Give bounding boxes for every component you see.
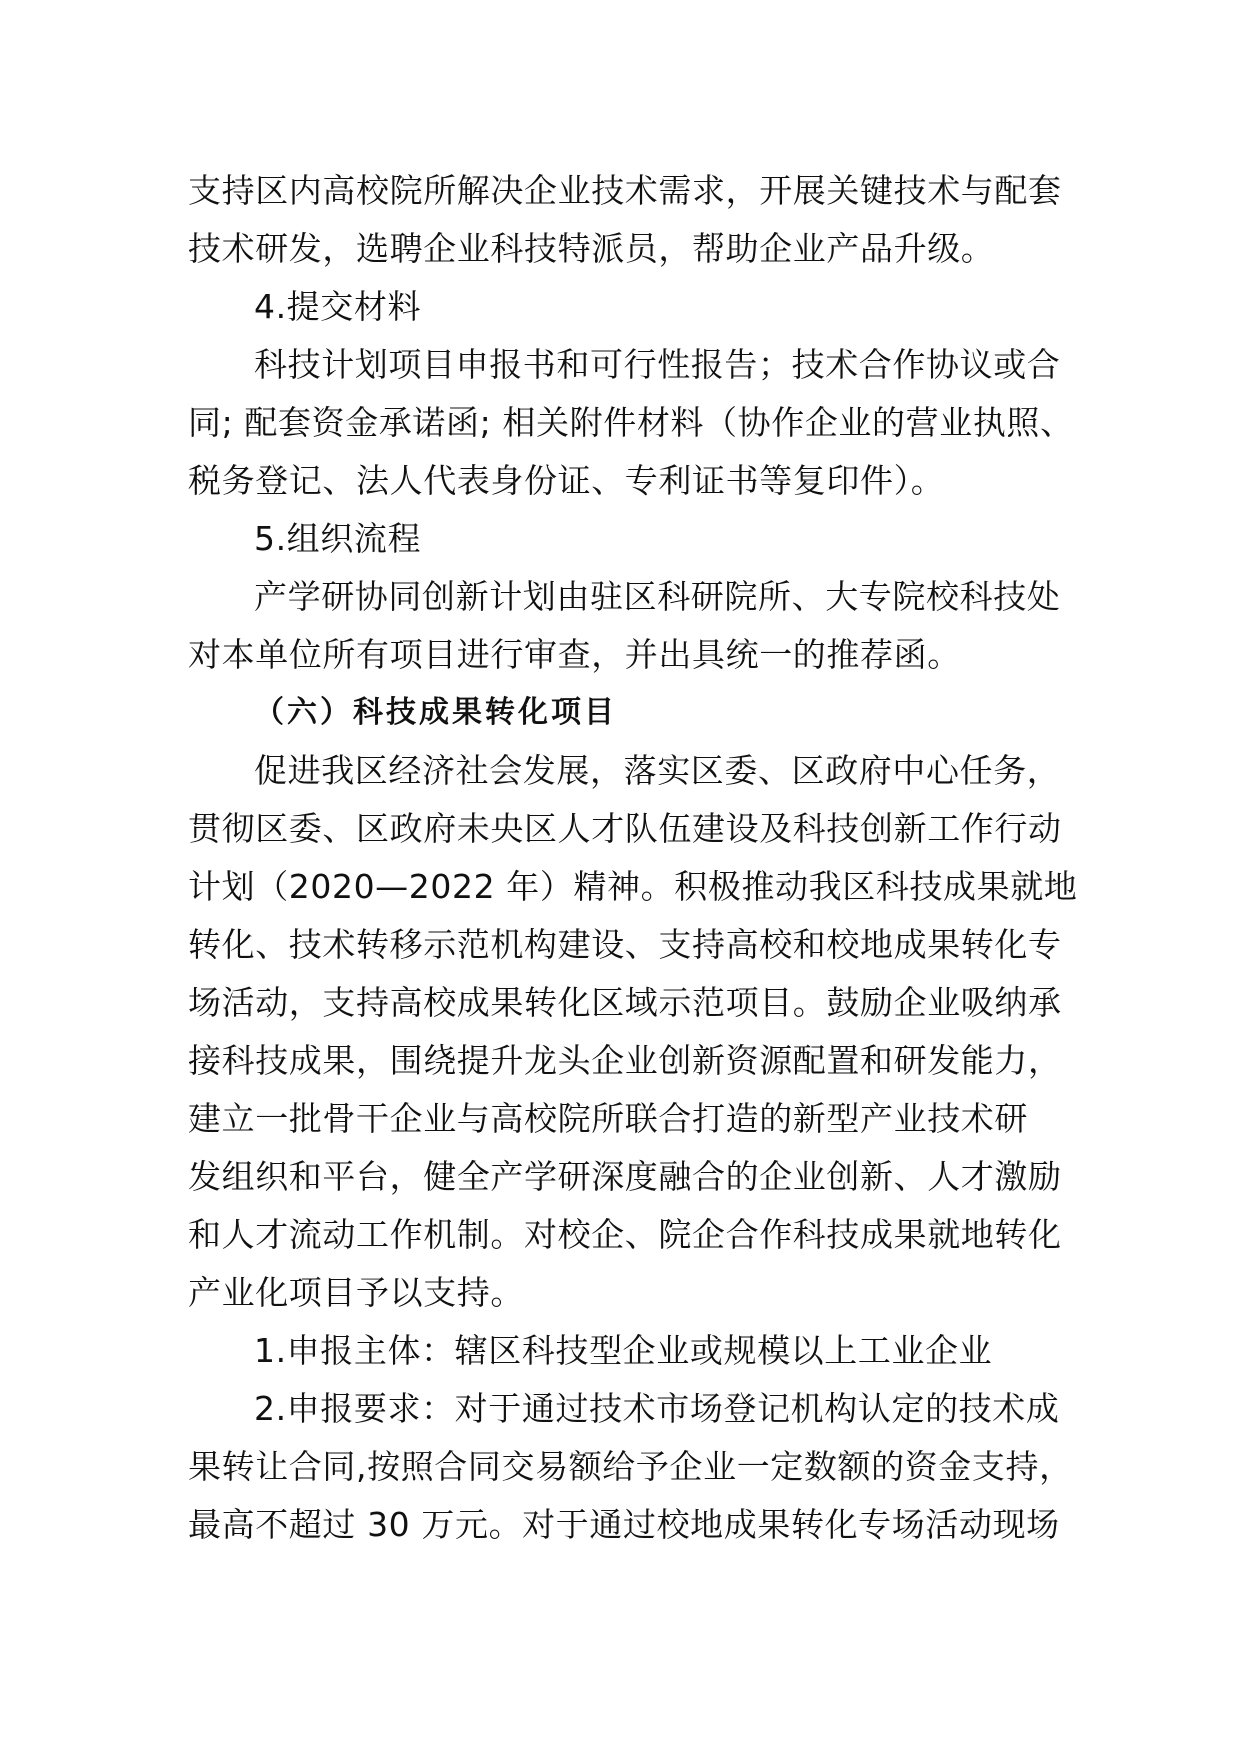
- paragraph-line: 促进我区经济社会发展，落实区委、区政府中心任务，: [254, 751, 1061, 790]
- paragraph-line: 技术研发，选聘企业科技特派员，帮助企业产品升级。: [188, 229, 995, 268]
- paragraph-line: 税务登记、法人代表身份证、专利证书等复印件）。: [188, 461, 945, 500]
- list-item-requirements: 2.申报要求：对于通过技术市场登记机构认定的技术成: [254, 1389, 1060, 1428]
- paragraph-line: 接科技成果，围绕提升龙头企业创新资源配置和研发能力，: [188, 1041, 1062, 1080]
- paragraph-line: 对本单位所有项目进行审查，并出具统一的推荐函。: [188, 635, 961, 674]
- paragraph-line: 科技计划项目申报书和可行性报告；技术合作协议或合: [254, 345, 1061, 384]
- paragraph-line: 场活动，支持高校成果转化区域示范项目。鼓励企业吸纳承: [188, 983, 1062, 1022]
- list-item-applicant: 1.申报主体：辖区科技型企业或规模以上工业企业: [254, 1331, 993, 1370]
- paragraph-line: 贯彻区委、区政府未央区人才队伍建设及科技创新工作行动: [188, 809, 1062, 848]
- paragraph-line: 同; 配套资金承诺函; 相关附件材料（协作企业的营业执照、: [188, 403, 1074, 442]
- paragraph-line: 转化、技术转移示范机构建设、支持高校和校地成果转化专: [188, 925, 1062, 964]
- paragraph-line: 产学研协同创新计划由驻区科研院所、大专院校科技处: [254, 577, 1061, 616]
- section-heading-submit-materials: 4.提交材料: [254, 287, 422, 326]
- paragraph-line: 和人才流动工作机制。对校企、院企合作科技成果就地转化: [188, 1215, 1062, 1254]
- section-heading-process: 5.组织流程: [254, 519, 422, 558]
- paragraph-line: 最高不超过 30 万元。对于通过校地成果转化专场活动现场: [188, 1505, 1060, 1544]
- paragraph-line: 建立一批骨干企业与高校院所联合打造的新型产业技术研: [188, 1099, 1028, 1138]
- paragraph-line: 产业化项目予以支持。: [188, 1273, 524, 1312]
- paragraph-line: 计划（2020—2022 年）精神。积极推动我区科技成果就地: [188, 867, 1078, 906]
- paragraph-line: 支持区内高校院所解决企业技术需求，开展关键技术与配套: [188, 171, 1062, 210]
- section-heading-six: （六）科技成果转化项目: [254, 695, 617, 730]
- paragraph-line: 果转让合同,按照合同交易额给予企业一定数额的资金支持，: [188, 1447, 1073, 1486]
- paragraph-line: 发组织和平台，健全产学研深度融合的企业创新、人才激励: [188, 1157, 1062, 1196]
